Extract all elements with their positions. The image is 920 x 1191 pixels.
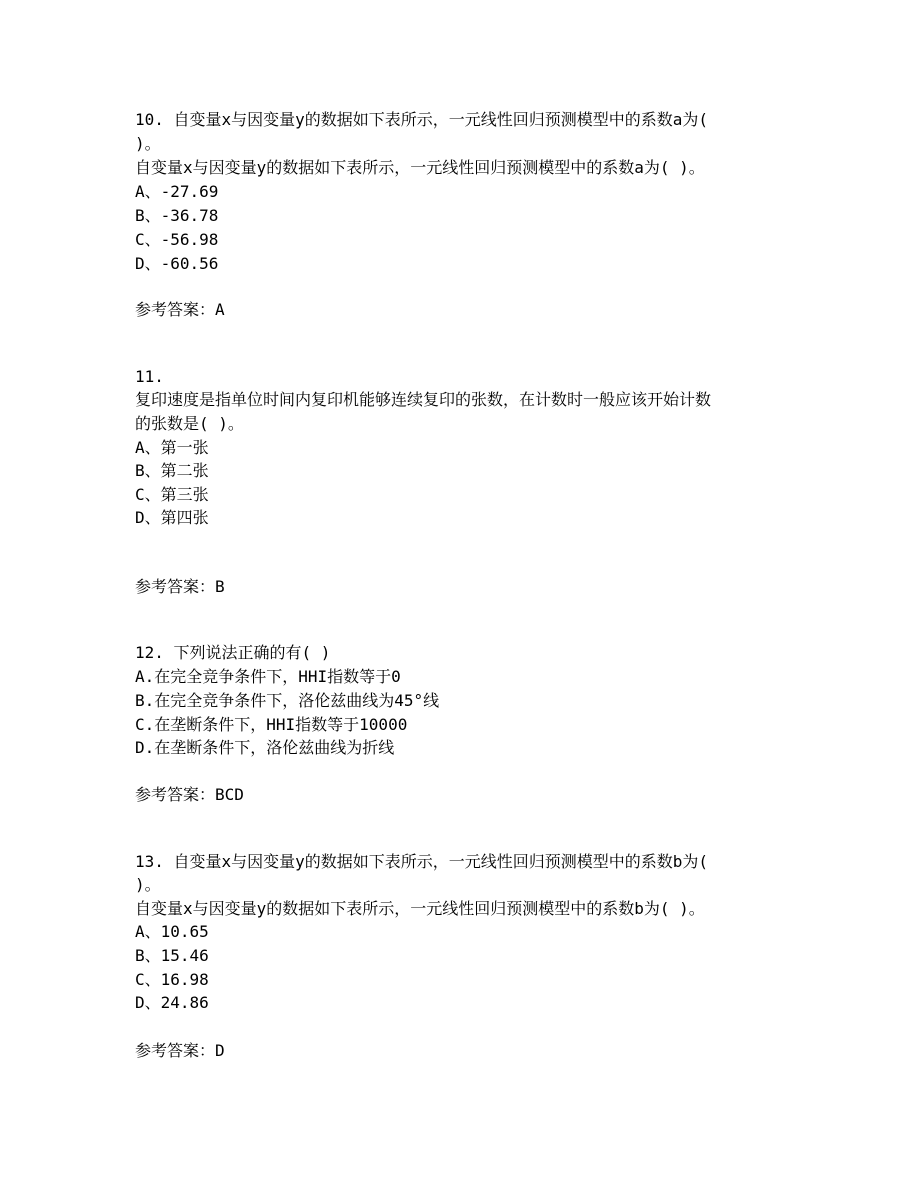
question-13-stem-line-2: )。 [135, 875, 161, 894]
question-10-answer: 参考答案：A [135, 300, 225, 319]
question-13-stem-line-3: 自变量x与因变量y的数据如下表所示，一元线性回归预测模型中的系数b为( )。 [135, 899, 705, 918]
question-12-option-b: B.在完全竞争条件下，洛伦兹曲线为45°线 [135, 691, 440, 710]
question-13-option-c: C、16.98 [135, 970, 209, 989]
question-11-option-d: D、第四张 [135, 508, 209, 527]
question-10-option-d: D、-60.56 [135, 254, 219, 273]
question-13-option-b: B、15.46 [135, 946, 209, 965]
question-11-answer: 参考答案：B [135, 577, 225, 596]
question-12-stem: 12. 下列说法正确的有( ) [135, 643, 331, 662]
question-10-stem-line-2: )。 [135, 134, 161, 153]
question-10-stem-line-1: 10. 自变量x与因变量y的数据如下表所示，一元线性回归预测模型中的系数a为( [135, 110, 709, 129]
question-11-stem-line-1: 复印速度是指单位时间内复印机能够连续复印的张数，在计数时一般应该开始计数 [135, 390, 712, 409]
question-11-option-c: C、第三张 [135, 485, 209, 504]
question-12-answer: 参考答案：BCD [135, 785, 244, 804]
question-13-option-d: D、24.86 [135, 993, 209, 1012]
question-11-number: 11. [135, 367, 164, 386]
question-12-option-d: D.在垄断条件下，洛伦兹曲线为折线 [135, 738, 395, 757]
question-10-stem-line-3: 自变量x与因变量y的数据如下表所示，一元线性回归预测模型中的系数a为( )。 [135, 158, 705, 177]
question-10-option-c: C、-56.98 [135, 230, 219, 249]
question-11-option-a: A、第一张 [135, 438, 209, 457]
question-12-option-c: C.在垄断条件下，HHI指数等于10000 [135, 715, 408, 734]
question-13-option-a: A、10.65 [135, 922, 209, 941]
question-12-option-a: A.在完全竞争条件下，HHI指数等于0 [135, 667, 401, 686]
question-11-stem-line-2: 的张数是( )。 [135, 414, 244, 433]
question-10-option-a: A、-27.69 [135, 182, 219, 201]
question-13-stem-line-1: 13. 自变量x与因变量y的数据如下表所示，一元线性回归预测模型中的系数b为( [135, 852, 709, 871]
question-13-answer: 参考答案：D [135, 1041, 225, 1060]
question-11-option-b: B、第二张 [135, 461, 209, 480]
question-10-option-b: B、-36.78 [135, 206, 219, 225]
